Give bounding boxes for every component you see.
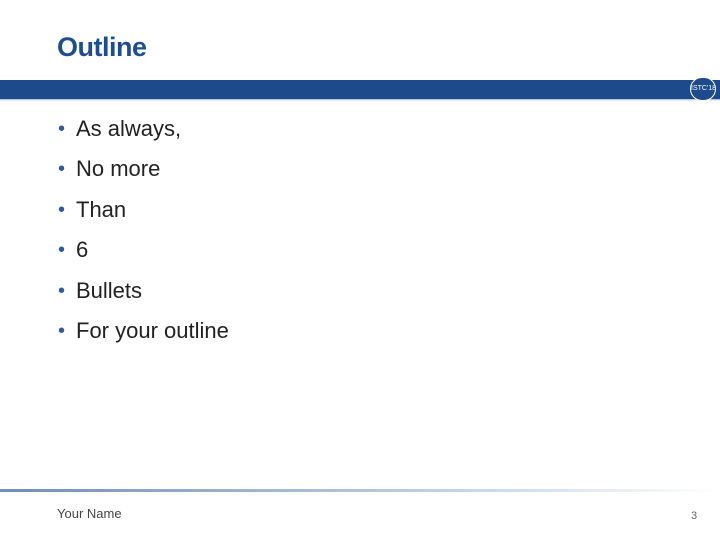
bullet-marker-icon: • xyxy=(58,319,66,342)
conference-logo: ISTC'18 xyxy=(690,77,716,101)
bullet-list xyxy=(58,115,229,357)
bullet-item xyxy=(58,155,229,195)
footer-author-name: Your Name xyxy=(57,506,122,521)
bullet-item xyxy=(58,236,229,276)
header-band-shadow xyxy=(0,99,720,101)
bullet-marker-icon: • xyxy=(58,239,66,262)
bullet-item xyxy=(58,277,229,317)
bullet-item xyxy=(58,115,229,155)
bullet-marker-icon: • xyxy=(58,198,66,221)
bullet-item xyxy=(58,196,229,236)
bullet-text: As always, xyxy=(76,116,182,141)
slide-title: Outline xyxy=(57,32,147,62)
bullet-marker-icon: • xyxy=(58,279,66,302)
bullet-item xyxy=(58,317,229,357)
bullet-marker-icon: • xyxy=(58,158,66,181)
bullet-text: For your outline xyxy=(76,317,229,343)
footer-divider xyxy=(0,489,720,492)
bullet-text: Bullets xyxy=(76,277,143,303)
bullet-text: 6 xyxy=(76,237,89,263)
header-band xyxy=(0,80,720,99)
bullet-text: No more xyxy=(76,156,161,182)
bullet-marker-icon: • xyxy=(58,118,66,140)
bullet-text: Than xyxy=(76,196,127,222)
page-number: 3 xyxy=(691,510,698,522)
